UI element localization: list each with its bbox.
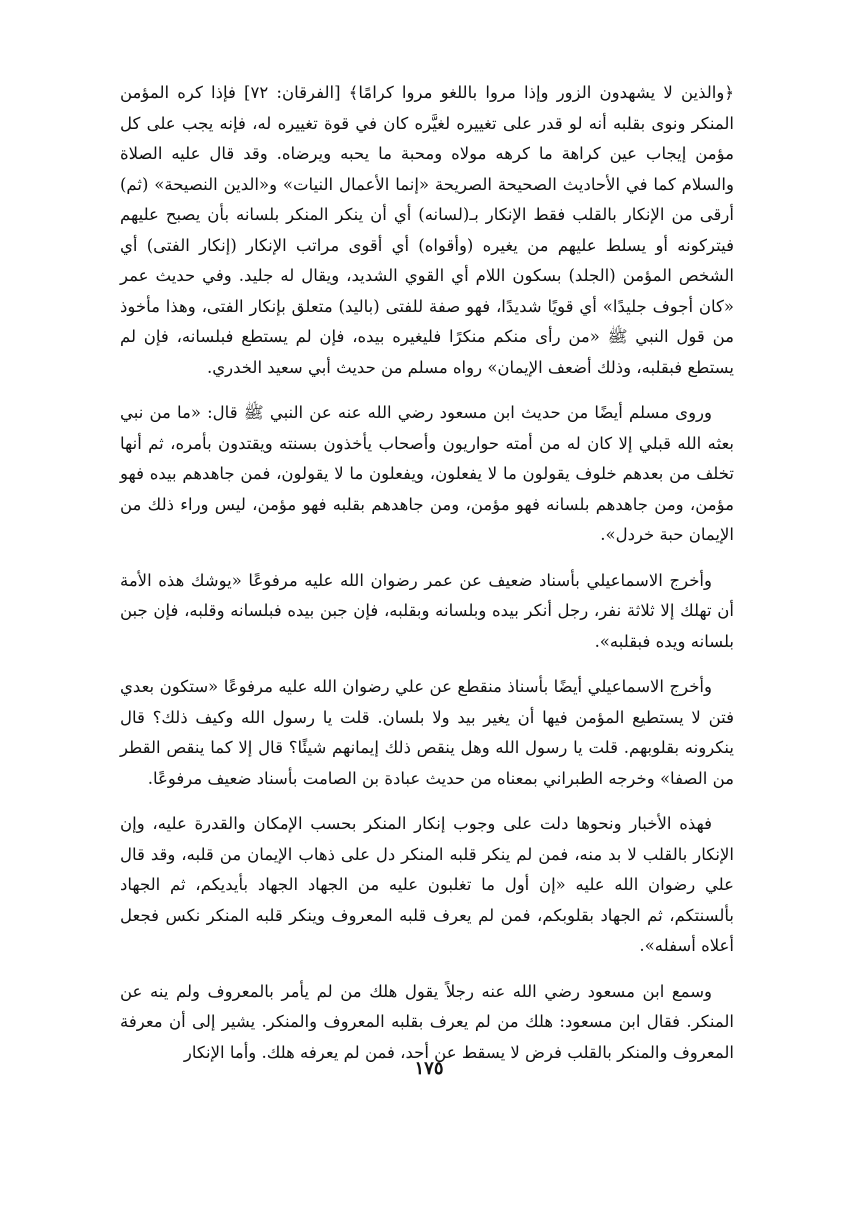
page-number: ١٧٥ (414, 1058, 444, 1079)
paragraph-1: ﴿والذين لا يشهدون الزور وإذا مروا باللغو مروا كرامًا﴾ [الفرقان: ٧٢] فإذا كره المؤمن المنكر ونوى بقلبه أنه لو قدر على تغييره لغيَّره كان في قوة تغييره له، فإنه يجب على كل مؤمن إيجاب عين كراهة ما كرهه مولاه ومحبة ما يحبه ويرضاه. وقد قال عليه الصلاة والسلام كما في الأحاديث الصحيحة الصريحة «إنما الأعمال النيات» و«الدين النصيحة» (ثم) أرقى من الإنكار بالقلب فقط الإنكار بـ(لسانه) أي أن ينكر المنكر بلسانه بأن يصبح عليهم فيتركونه أو يسلط عليهم من يغيره (وأقواه) أي أقوى مراتب الإنكار (إنكار الفتى) أي الشخص المؤمن (الجلد) بسكون اللام أي القوي الشديد، ويقال له جليد. وفي حديث عمر «كان أجوف جليدًا» أي قويًا شديدًا، فهو صفة للفتى (باليد) متعلق بإنكار الفتى، وهذا مأخوذ من قول النبي ﷺ «من رأى منكم منكرًا فليغيره بيده، فإن لم يستطع فبلسانه، فإن لم يستطع فبقلبه، وذلك أضعف الإيمان» رواه مسلم من حديث أبي سعيد الخدري. (120, 83, 735, 377)
paragraph-4: وأخرج الاسماعيلي أيضًا بأسناذ منقطع عن علي رضوان الله عليه مرفوعًا «ستكون بعدي فتن لا يستطيع المؤمن فيها أن يغير بيد ولا بلسان. قلت يا رسول الله وكيف ذلك؟ قال ينكرونه بقلوبهم. قلت يا رسول الله وهل ينقص ذلك إيمانهم شيئًا؟ قال إلا كما ينقص القطر من الصفا» وخرجه الطبراني بمعناه من حديث عبادة بن الصامت بأسناد ضعيف مرفوعًا. (120, 677, 734, 788)
paragraph-2: وروى مسلم أيضًا من حديث ابن مسعود رضي الله عنه عن النبي ﷺ قال: «ما من نبي بعثه الله قبلي إلا كان له من أمته حواريون وأصحاب يأخذون بسنته ويقتدون بأمره، ثم أنها تخلف من بعدهم خلوف يقولون ما لا يفعلون، ويفعلون ما لا يقولون، فمن جاهدهم بيده فهو مؤمن، ومن جاهدهم بلسانه فهو مؤمن، ومن جاهدهم بقلبه فهو مؤمن، ليس وراء ذلك من الإيمان حبة خردل». (120, 403, 734, 544)
paragraph-5: فهذه الأخبار ونحوها دلت على وجوب إنكار المنكر بحسب الإمكان والقدرة عليه، وإن الإنكار بالقلب لا بد منه، فمن لم ينكر قلبه المنكر دل على ذهاب الإيمان من قلبه، وقد قال علي رضوان الله عليه «إن أول ما تغلبون عليه من الجهاد الجهاد بأيديكم، ثم الجهاد بألسنتكم، ثم الجهاد بقلوبكم، فمن لم يعرف قلبه المعروف وينكر قلبه المنكر نكس فجعل أعلاه أسفله». (120, 814, 734, 955)
page-body (120, 78, 734, 1083)
paragraph-6: وسمع ابن مسعود رضي الله عنه رجلاً يقول هلك من لم يأمر بالمعروف ولم ينه عن المنكر. فقال ابن مسعود: هلك من لم يعرف بقلبه المعروف والمنكر. يشير إلى أن معرفة المعروف والمنكر بالقلب فرض لا يسقط عن أحد، فمن لم يعرفه هلك. وأما الإنكار (120, 981, 734, 1062)
paragraph-3: وأخرج الاسماعيلي بأسناد ضعيف عن عمر رضوان الله عليه مرفوعًا «يوشك هذه الأمة أن تهلك إلا ثلاثة نفر، رجل أنكر بيده وبلسانه وبقلبه، فإن جبن بيده فبلسانه وقلبه، فإن جبن بلسانه ويده فبقلبه». (120, 570, 734, 651)
